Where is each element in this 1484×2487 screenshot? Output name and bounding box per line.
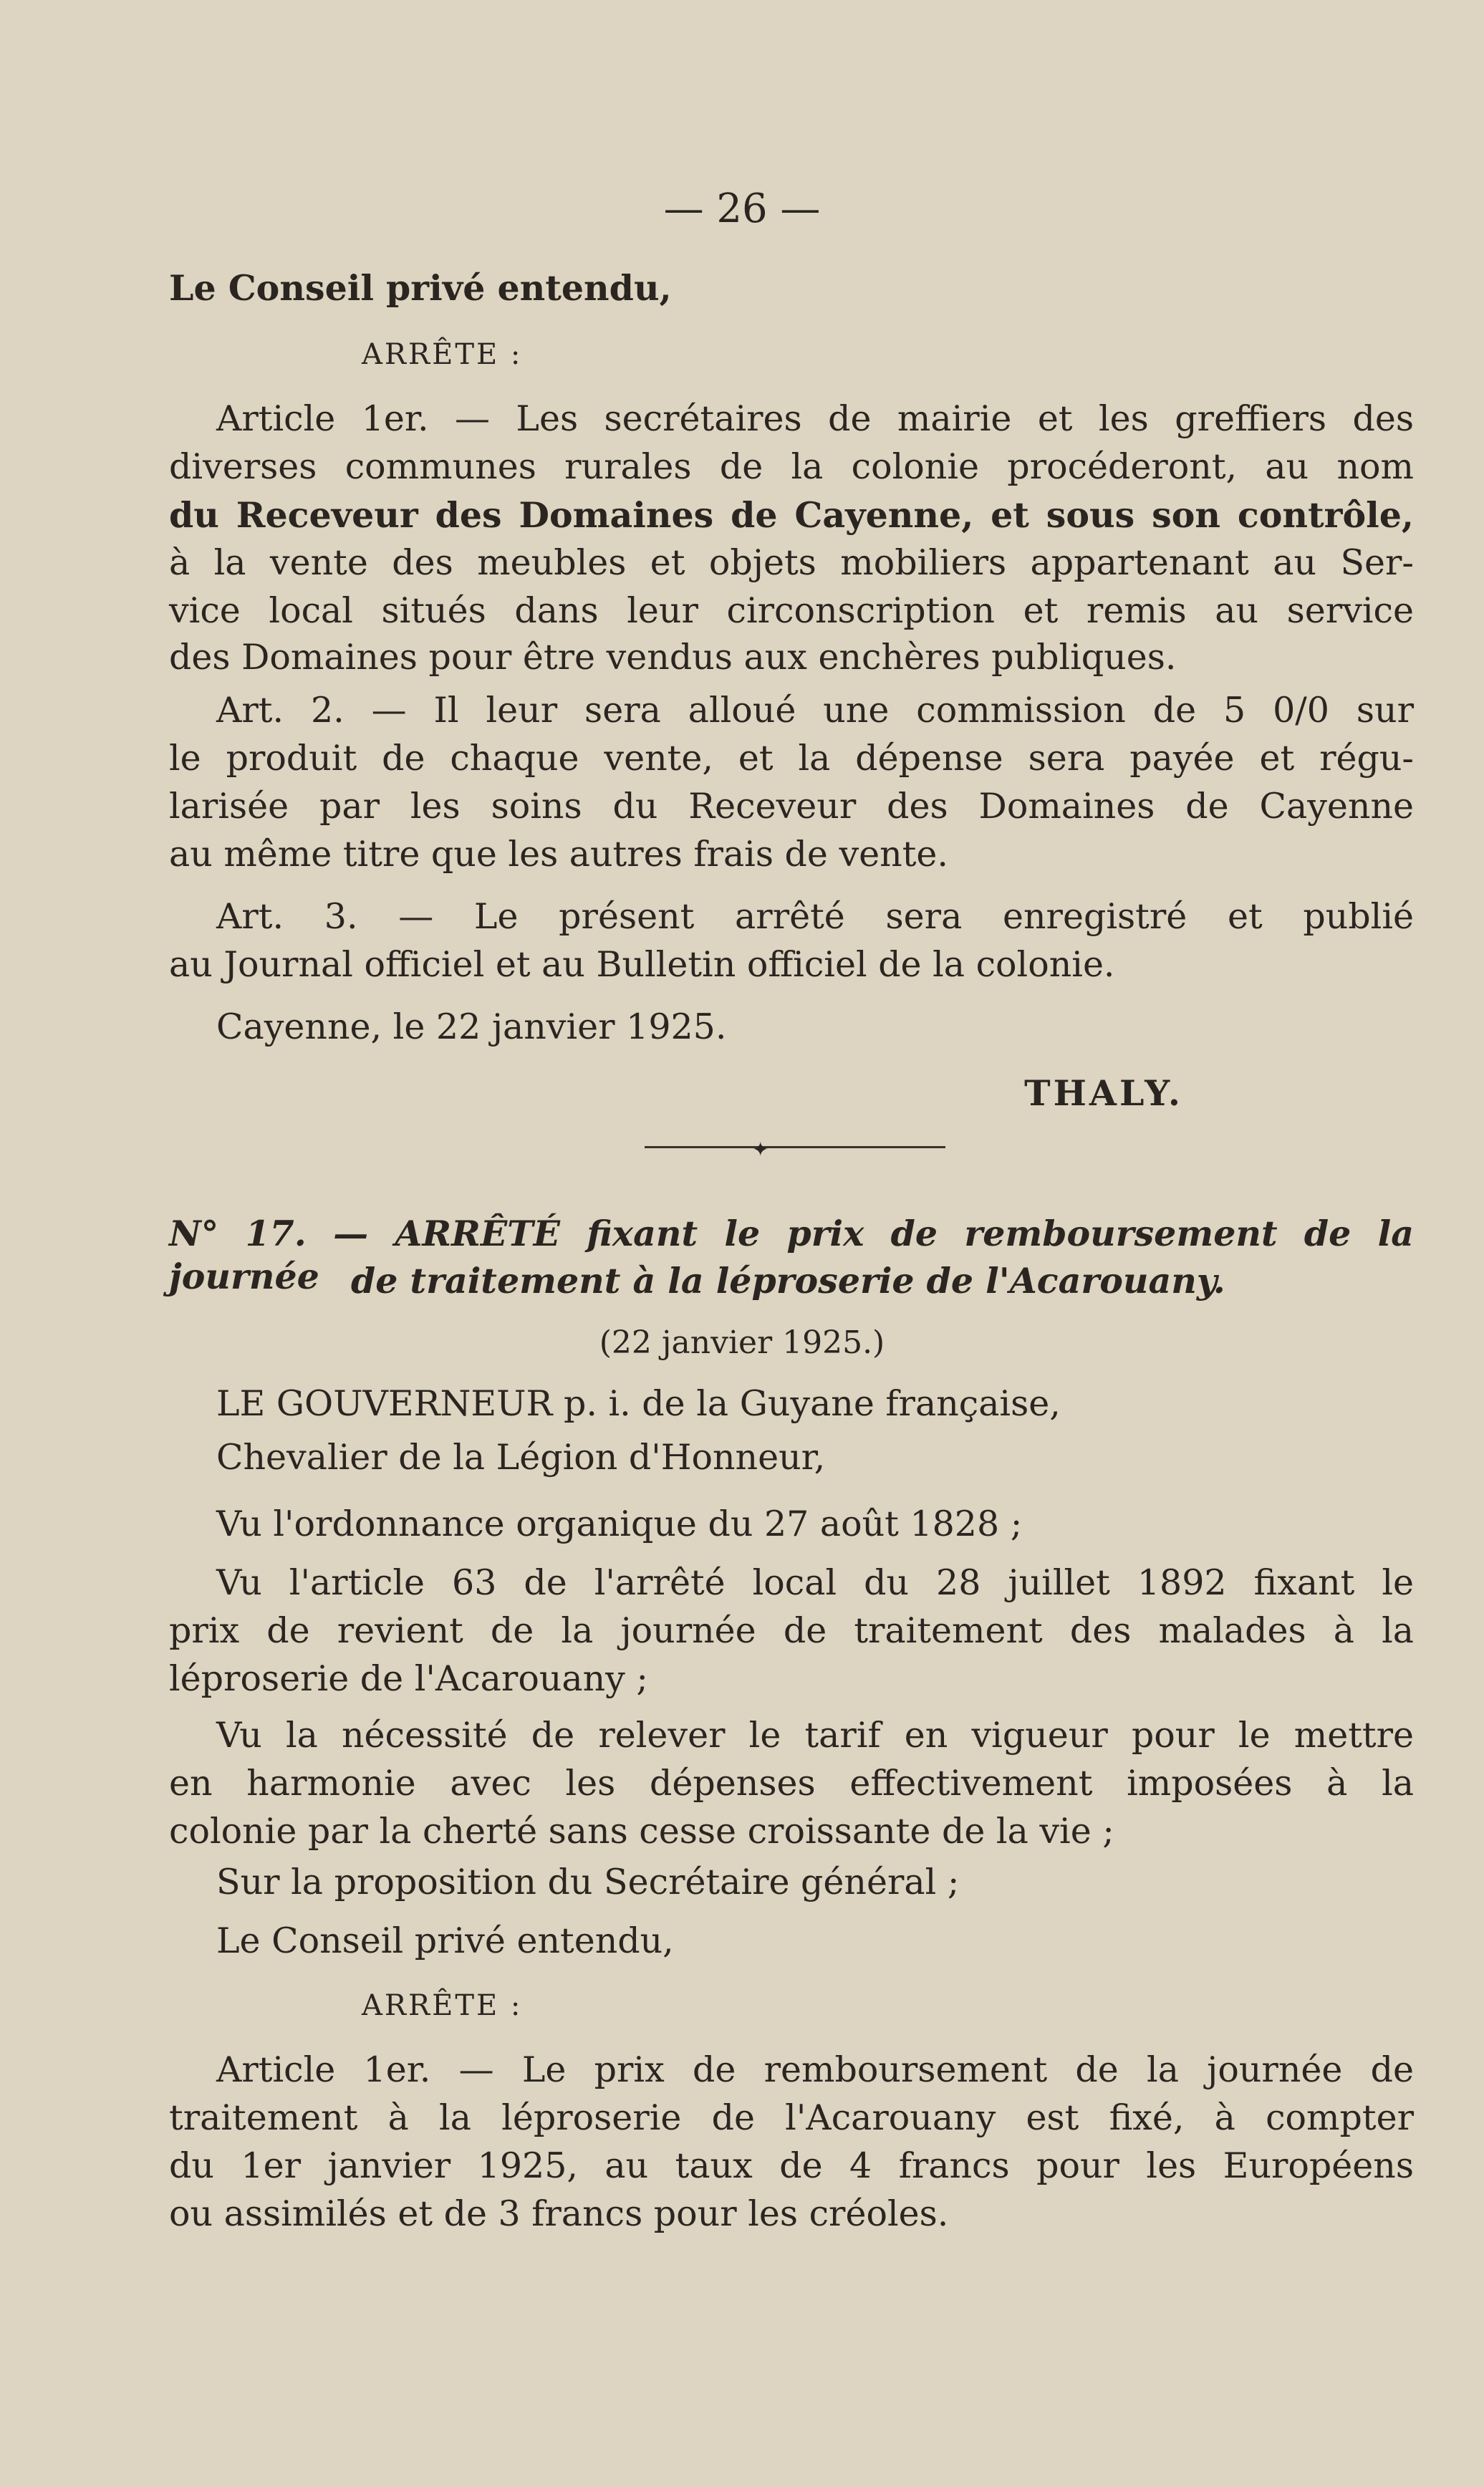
divider-ornament: ✦ — [752, 1137, 769, 1161]
conseil-entendu-2: Le Conseil privé entendu, — [216, 1920, 674, 1961]
p1-article1-line6: des Domaines pour être vendus aux enchères publiques. — [169, 637, 1177, 678]
p2-article1-line2: traitement à la léproserie de l'Acarouany est fixé, à compter — [169, 2097, 1414, 2138]
arrete-17-title-line1: N° 17. — ARRÊTÉ fixant le prix de remboursement de la journée — [169, 1213, 1414, 1297]
vu-article63-line1: Vu l'article 63 de l'arrêté local du 28 juillet 1892 fixant le — [216, 1562, 1414, 1603]
vu-necessite-line2: en harmonie avec les dépenses effectivement imposées à la — [169, 1763, 1414, 1804]
p1-article2-line1: Art. 2. — Il leur sera alloué une commission de 5 0/0 sur — [216, 690, 1414, 731]
sur-proposition: Sur la proposition du Secrétaire général ; — [216, 1862, 960, 1902]
vu-article63-line2: prix de revient de la journée de traitement des malades à la — [169, 1610, 1414, 1651]
p1-article1-line5: vice local situés dans leur circonscription et remis au service — [169, 590, 1414, 631]
chevalier-line: Chevalier de la Légion d'Honneur, — [216, 1437, 826, 1478]
conseil-entendu-1: Le Conseil privé entendu, — [169, 267, 672, 309]
p1-article1-line1: Article 1er. — Les secrétaires de mairie et les greffiers des — [216, 398, 1414, 439]
page-number: — 26 — — [663, 186, 821, 232]
p2-article1-line1: Article 1er. — Le prix de remboursement de la journée de — [216, 2049, 1414, 2090]
signature-thaly: THALY. — [1024, 1072, 1183, 1114]
p1-article1-line2: diverses communes rurales de la colonie procéderont, au nom — [169, 446, 1414, 487]
p1-date: Cayenne, le 22 janvier 1925. — [216, 1006, 727, 1047]
p2-article1-line4: ou assimilés et de 3 francs pour les créoles. — [169, 2193, 949, 2234]
vu-necessite-line3: colonie par la cherté sans cesse croissante de la vie ; — [169, 1811, 1114, 1852]
p1-article2-line3: larisée par les soins du Receveur des Domaines de Cayenne — [169, 786, 1414, 827]
vu-article63-line3: léproserie de l'Acarouany ; — [169, 1658, 648, 1699]
p1-article2-line4: au même titre que les autres frais de vente. — [169, 834, 949, 875]
p1-article1-line4: à la vente des meubles et objets mobiliers appartenant au Ser- — [169, 542, 1414, 583]
p1-article2-line2: le produit de chaque vente, et la dépense sera payée et régu- — [169, 738, 1414, 779]
vu-ordonnance: Vu l'ordonnance organique du 27 août 1828 ; — [216, 1504, 1023, 1544]
p1-article3-line2: au Journal officiel et au Bulletin officiel de la colonie. — [169, 944, 1115, 985]
arrete-heading-2: ARRÊTE : — [362, 1989, 523, 2022]
arrete-heading-1: ARRÊTE : — [362, 338, 523, 371]
arrete-17-date: (22 janvier 1925.) — [599, 1324, 885, 1361]
p2-article1-line3: du 1er janvier 1925, au taux de 4 francs pour les Européens — [169, 2145, 1414, 2186]
p1-article1-line3: du Receveur des Domaines de Cayenne, et sous son contrôle, — [169, 494, 1414, 536]
p1-article3-line1: Art. 3. — Le présent arrêté sera enregistré et publié — [216, 896, 1414, 937]
section-divider — [645, 1146, 945, 1148]
vu-necessite-line1: Vu la nécessité de relever le tarif en vigueur pour le mettre — [216, 1715, 1414, 1756]
arrete-17-title-line2: de traitement à la léproserie de l'Acarouany. — [351, 1260, 1225, 1302]
gouverneur-line: LE GOUVERNEUR p. i. de la Guyane française, — [216, 1383, 1061, 1424]
